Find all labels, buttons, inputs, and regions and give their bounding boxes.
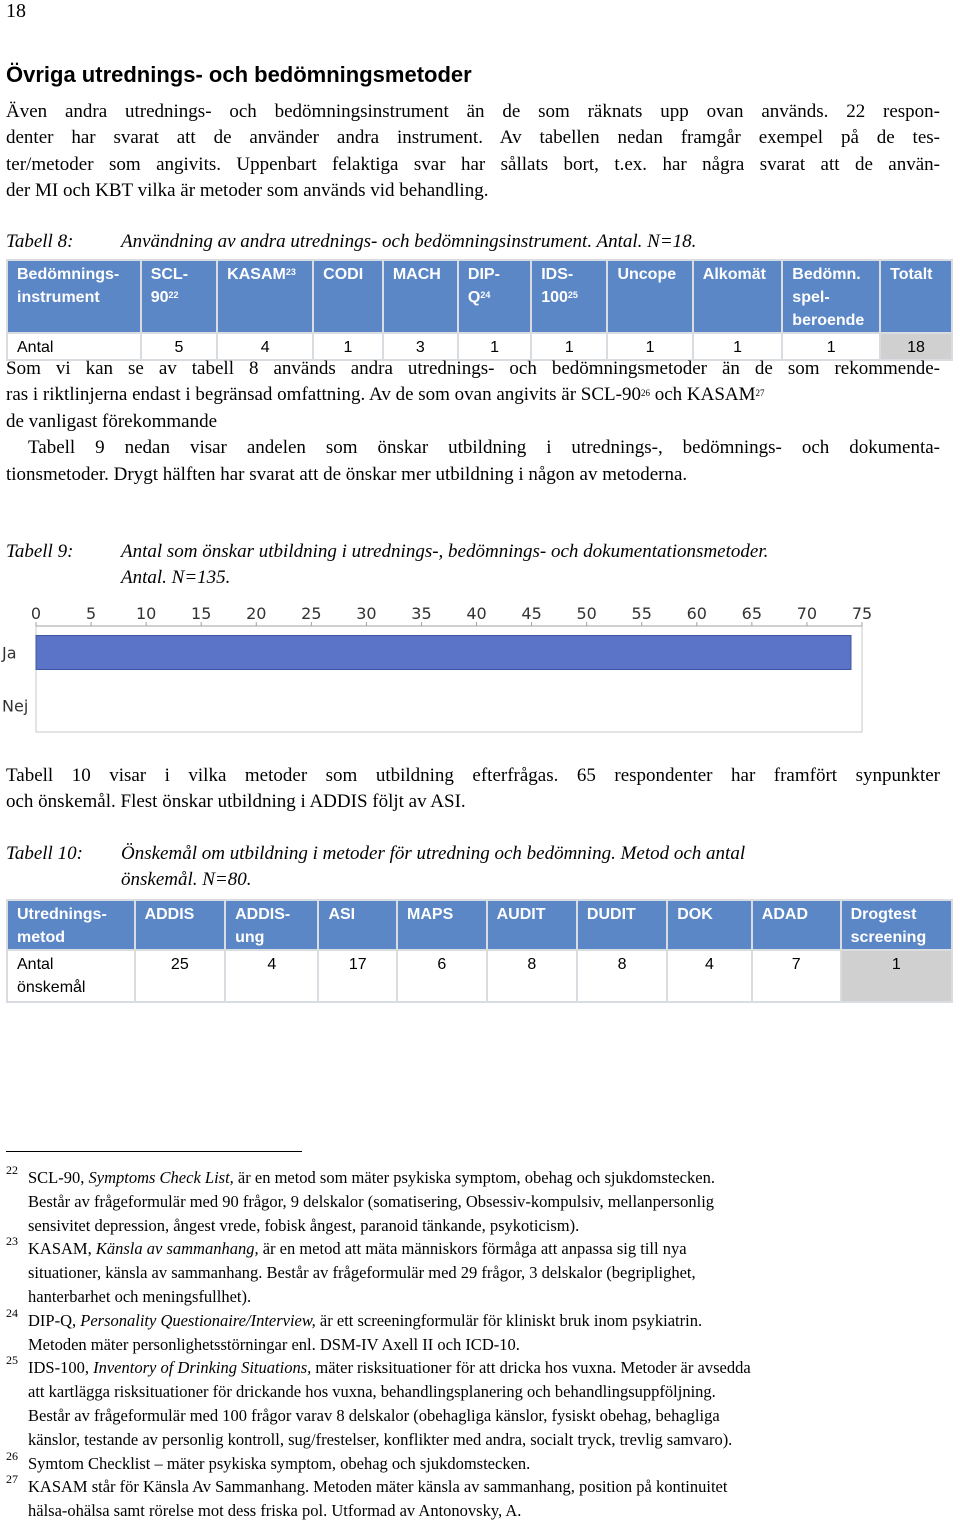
header-line: spel-: [792, 289, 830, 306]
footnote-text-part: är en metod att mäta människors förmåga att anpassa sig till nya: [258, 1239, 687, 1259]
header-line: beroende: [792, 312, 865, 329]
footnote-text-part: Metoden mäter personlighetsstörningar enl. DSM-IV Axell II och ICD-10.: [28, 1334, 520, 1354]
footnote-text-part: situationer, känsla av sammanhang. Består av frågeformulär med 29 frågor, 3 delskalor (begriplighet,: [28, 1263, 696, 1283]
intro-line: ter/metoder som angivits. Uppenbart felaktiga svar har sållats bort, t.ex. har några svarat att de använ-: [6, 153, 940, 175]
footnote-number: 22: [6, 1163, 18, 1177]
footnote-text-part: hanterbarhet och meningsfullhet).: [28, 1286, 252, 1306]
discussion-line: de vanligast förekommande: [6, 410, 218, 432]
header-line: screening: [850, 929, 927, 946]
table8-value-cell: 1: [607, 333, 692, 360]
table10-header-cell: [135, 900, 226, 950]
table8-header-cell: [607, 260, 692, 333]
table9-caption-line1: Antal som önskar utbildning i utrednings-, bedömnings- och dokumentationsmetoder.: [121, 541, 769, 562]
footnote-text-part: KASAM står för Känsla Av Sammanhang. Metoden mäter känsla av sammanhang, position på kontinuitet: [28, 1477, 728, 1497]
footnote-text-part: Består av frågeformulär med 100 frågor varav 8 delskalor (obehagliga känslor, fysiskt obehag, behagliga: [28, 1405, 720, 1425]
x-tick-label: 65: [741, 604, 763, 623]
table8-caption-label: Tabell 8:: [6, 231, 74, 252]
discussion-text: ras i riktlinjerna endast i begränsad omfattning. Av de som ovan angivits är SCL-90: [6, 384, 641, 406]
footnote-text: [28, 1166, 928, 1237]
x-tick-label: 15: [191, 604, 212, 623]
footnote-italic-title: Känsla av sammanhang,: [95, 1239, 259, 1259]
table8: [6, 259, 953, 361]
header-line: IDS-: [541, 266, 574, 283]
footnote-number: 25: [6, 1353, 18, 1368]
footnote-italic-title: Personality Questionaire/Interview,: [80, 1310, 316, 1330]
table10-header-row: [7, 900, 952, 950]
table8-header-cell: [531, 260, 607, 333]
table10-header-cell: [7, 900, 135, 950]
intro-paragraph: [6, 71, 940, 205]
header-line: 100: [541, 289, 568, 306]
footnote-separator: [6, 1151, 302, 1152]
header-line: CODI: [323, 266, 364, 283]
footnote-ref: 23: [285, 267, 296, 277]
table8-value-cell: 5: [141, 333, 217, 360]
footnote-text-part: är ett screeningformulär för kliniskt bruk inom psykiatrin.: [315, 1310, 703, 1330]
table8-header-row: [7, 260, 952, 333]
footnote-number: 27: [6, 1472, 18, 1487]
header-line: Utrednings-: [17, 906, 107, 923]
table10-header-cell: [667, 900, 752, 950]
header-line: DUDIT: [586, 906, 636, 923]
header-line: Totalt: [890, 266, 933, 283]
row-label-line: önskemål: [17, 979, 86, 996]
header-line: AUDIT: [496, 906, 546, 923]
table8-header-cell: [141, 260, 217, 333]
footnote-text-part: SCL-90,: [28, 1168, 89, 1187]
footnote-line: [28, 1380, 928, 1404]
table10-value-cell: 7: [752, 950, 841, 1002]
footnote-line: [28, 1475, 928, 1499]
footnote-ref: 24: [480, 290, 491, 300]
footnote-line: [28, 1285, 928, 1309]
table10-header-cell: [841, 900, 952, 950]
table9-caption-line2: Antal. N=135.: [121, 567, 231, 588]
row-label-line: Antal: [17, 956, 54, 973]
footnote-text-part: Består av frågeformulär med 90 frågor, 9 delskalor (somatisering, Obsessiv-kompulsiv, mellanpersonlig: [28, 1191, 715, 1211]
footnote-line: [28, 1356, 928, 1380]
table8-value-cell: 1: [531, 333, 607, 360]
footnote-text-part: sensivitet depression, ångest vrede, fobisk ångest, paranoid tänkande, psykoticism).: [28, 1215, 580, 1235]
table10-caption-line1: Önskemål om utbildning i metoder för utredning och bedömning. Metod och antal: [121, 843, 746, 864]
footnote-ref: 25: [567, 290, 578, 300]
table10-value-cell: 1: [841, 950, 952, 1002]
x-tick-label: 45: [521, 604, 542, 623]
table10: [6, 899, 953, 1003]
table8-header-cell: [782, 260, 880, 333]
table10-header-cell: [577, 900, 667, 950]
table8-header-cell: [7, 260, 141, 333]
y-category-label: Nej: [2, 696, 29, 716]
table10-data-row: [7, 950, 952, 1002]
footnote-ref: 26: [640, 388, 650, 399]
x-tick-label: 30: [356, 604, 377, 623]
header-line: ADDIS: [144, 906, 195, 923]
footnote-ref: 27: [755, 388, 765, 399]
table8-row-label: Antal: [7, 333, 141, 360]
table8-value-cell: 18: [880, 333, 952, 360]
discussion-line: Som vi kan se av tabell 8 används andra utrednings- och bedömningsmetoder än de som rekommende-: [6, 358, 940, 379]
discussion-paragraph: [6, 356, 940, 488]
footnote-text-part: IDS-100,: [28, 1358, 94, 1378]
header-line: DIP-: [467, 266, 500, 283]
x-tick-label: 0: [30, 604, 42, 623]
footnote-line: [28, 1309, 928, 1333]
discussion-text: och KASAM: [649, 384, 756, 406]
header-line: ASI: [328, 906, 356, 923]
footnote-text-part: DIP-Q,: [28, 1310, 81, 1330]
x-tick-label: 60: [686, 604, 707, 623]
discussion-line: Tabell 9 nedan visar andelen som önskar utbildning i utrednings-, bedömnings- och dokumenta-: [28, 437, 940, 459]
x-tick-label: 75: [851, 604, 872, 623]
footnote-line: [28, 1452, 928, 1476]
footnote-text: [28, 1356, 928, 1451]
footnote-line: [28, 1404, 928, 1428]
footnote-text-part: mäter risksituationer för att dricka hos vuxna. Metoder är avsedda: [311, 1358, 751, 1378]
table10-value-cell: 6: [397, 950, 487, 1002]
page-number: 18: [6, 0, 26, 22]
table10-header-cell: [318, 900, 397, 950]
header-line: MAPS: [407, 906, 454, 923]
intro-line: denter har svarat att de använder andra instrument. Av tabellen nedan framgår exempel på de tes-: [6, 127, 940, 149]
header-line: MACH: [392, 266, 441, 283]
x-tick-label: 10: [135, 604, 157, 623]
footnote-text-part: KASAM,: [28, 1239, 96, 1259]
x-tick-label: 5: [85, 604, 97, 623]
footnote-number: 26: [6, 1448, 18, 1463]
table8-value-cell: 3: [383, 333, 458, 360]
table10-intro-paragraph: [6, 763, 940, 816]
footnote-text-part: hälsa-ohälsa samt rörelse mot dess friska pol. Utformad av Antonovsky, A.: [28, 1501, 522, 1521]
footnote-italic-title: Symptoms Check List,: [88, 1168, 234, 1187]
footnote-text: [28, 1309, 928, 1357]
x-tick-label: 55: [631, 604, 652, 623]
header-line: Q: [467, 289, 481, 306]
footnote-text-part: Symtom Checklist – mäter psykiska symptom, obehag och sjukdomstecken.: [28, 1453, 531, 1473]
footnote-number: 24: [6, 1305, 18, 1320]
footnote-line: [28, 1428, 928, 1452]
header-line: KASAM: [227, 266, 286, 283]
bar: [36, 636, 851, 670]
footnote-italic-title: Inventory of Drinking Situations,: [93, 1358, 312, 1378]
footnote-text: [28, 1475, 928, 1523]
x-tick-label: 20: [246, 604, 267, 623]
header-line: Bedömnings-: [17, 266, 120, 283]
table10-caption-label: Tabell 10:: [6, 843, 83, 864]
footnote-line: [28, 1166, 928, 1190]
table8-header-cell: [313, 260, 383, 333]
table10-header-cell: [225, 900, 318, 950]
header-line: SCL-: [150, 266, 189, 283]
footnote-line: [28, 1499, 928, 1523]
x-tick-label: 70: [796, 604, 818, 623]
footnote-text-part: är en metod som mäter psykiska symptom, obehag och sjukdomstecken.: [233, 1168, 715, 1187]
x-tick-label: 25: [301, 604, 322, 623]
table8-value-cell: 1: [782, 333, 880, 360]
footnote-line: [28, 1237, 928, 1261]
section-heading: Övriga utrednings- och bedömningsmetoder: [6, 62, 472, 87]
header-line: 90: [150, 289, 169, 306]
table10-value-cell: 8: [577, 950, 667, 1002]
table8-header-cell: [458, 260, 531, 333]
discussion-line: tionsmetoder. Drygt hälften har svarat att de önskar mer utbildning i någon av metoderna.: [6, 463, 688, 485]
footnote-text-part: känslor, testande av personlig kontroll, sug/frestelser, konflikter med andra, socialt tryck, trevlig samvaro).: [28, 1429, 733, 1449]
x-tick-label: 50: [576, 604, 597, 623]
footnote-text: [28, 1452, 928, 1476]
header-line: DOK: [677, 906, 713, 923]
footnote-line: [28, 1261, 928, 1285]
table10-value-cell: 4: [225, 950, 318, 1002]
header-line: metod: [17, 929, 65, 946]
table10-value-cell: 4: [667, 950, 752, 1002]
discussion-line: [6, 382, 940, 408]
training-wish-bar-chart: [0, 600, 872, 736]
footnote-line: [28, 1214, 928, 1238]
table9-caption-label: Tabell 9:: [6, 541, 74, 562]
header-line: Drogtest: [850, 906, 917, 923]
table10-caption-line2: önskemål. N=80.: [121, 869, 252, 890]
x-tick-label: 35: [411, 604, 432, 623]
header-line: ung: [235, 929, 265, 946]
footnote-text-part: att kartlägga risksituationer för drickande hos vuxna, behandlingsplanering och behandlingsuppföljning.: [28, 1382, 716, 1402]
footnote-number: 23: [6, 1234, 18, 1249]
footnote-line: [28, 1333, 928, 1357]
table8-header-cell: [217, 260, 313, 333]
table10-header-cell: [397, 900, 487, 950]
table8-value-cell: 1: [693, 333, 783, 360]
footnote-text: [28, 1237, 928, 1308]
table10-intro-line: och önskemål. Flest önskar utbildning i ADDIS följt av ASI.: [6, 791, 466, 813]
table8-header-cell: [383, 260, 458, 333]
table10-header-cell: [752, 900, 841, 950]
header-line: ADAD: [761, 906, 808, 923]
table8-value-cell: 4: [217, 333, 313, 360]
header-line: Bedömn.: [792, 266, 861, 283]
table10-intro-line: Tabell 10 visar i vilka metoder som utbildning efterfrågas. 65 respondenter har framfört synpunkter: [6, 765, 940, 786]
table8-value-cell: 1: [458, 333, 531, 360]
header-line: Alkomät: [702, 266, 766, 283]
intro-line: der MI och KBT vilka är metoder som används vid behandling.: [6, 180, 489, 202]
table8-caption-text: Användning av andra utrednings- och bedömningsinstrument. Antal. N=18.: [121, 231, 697, 252]
table10-value-cell: 17: [318, 950, 397, 1002]
intro-line: Även andra utrednings- och bedömningsinstrument än de som räknats upp ovan används. 22 respon-: [6, 101, 940, 122]
header-line: Uncope: [617, 266, 677, 283]
header-line: instrument: [17, 289, 100, 306]
x-tick-label: 40: [466, 604, 487, 623]
y-category-label: Ja: [2, 643, 17, 663]
header-line: ADDIS-: [235, 906, 291, 923]
table10-header-cell: [487, 900, 577, 950]
table8-header-cell: [693, 260, 783, 333]
footnote-line: [28, 1190, 928, 1214]
table8-header-cell: [880, 260, 952, 333]
footnote-ref: 22: [168, 290, 179, 300]
table8-value-cell: 1: [313, 333, 383, 360]
table10-row-label: [7, 950, 135, 1002]
table10-value-cell: 25: [135, 950, 226, 1002]
table10-value-cell: 8: [487, 950, 577, 1002]
